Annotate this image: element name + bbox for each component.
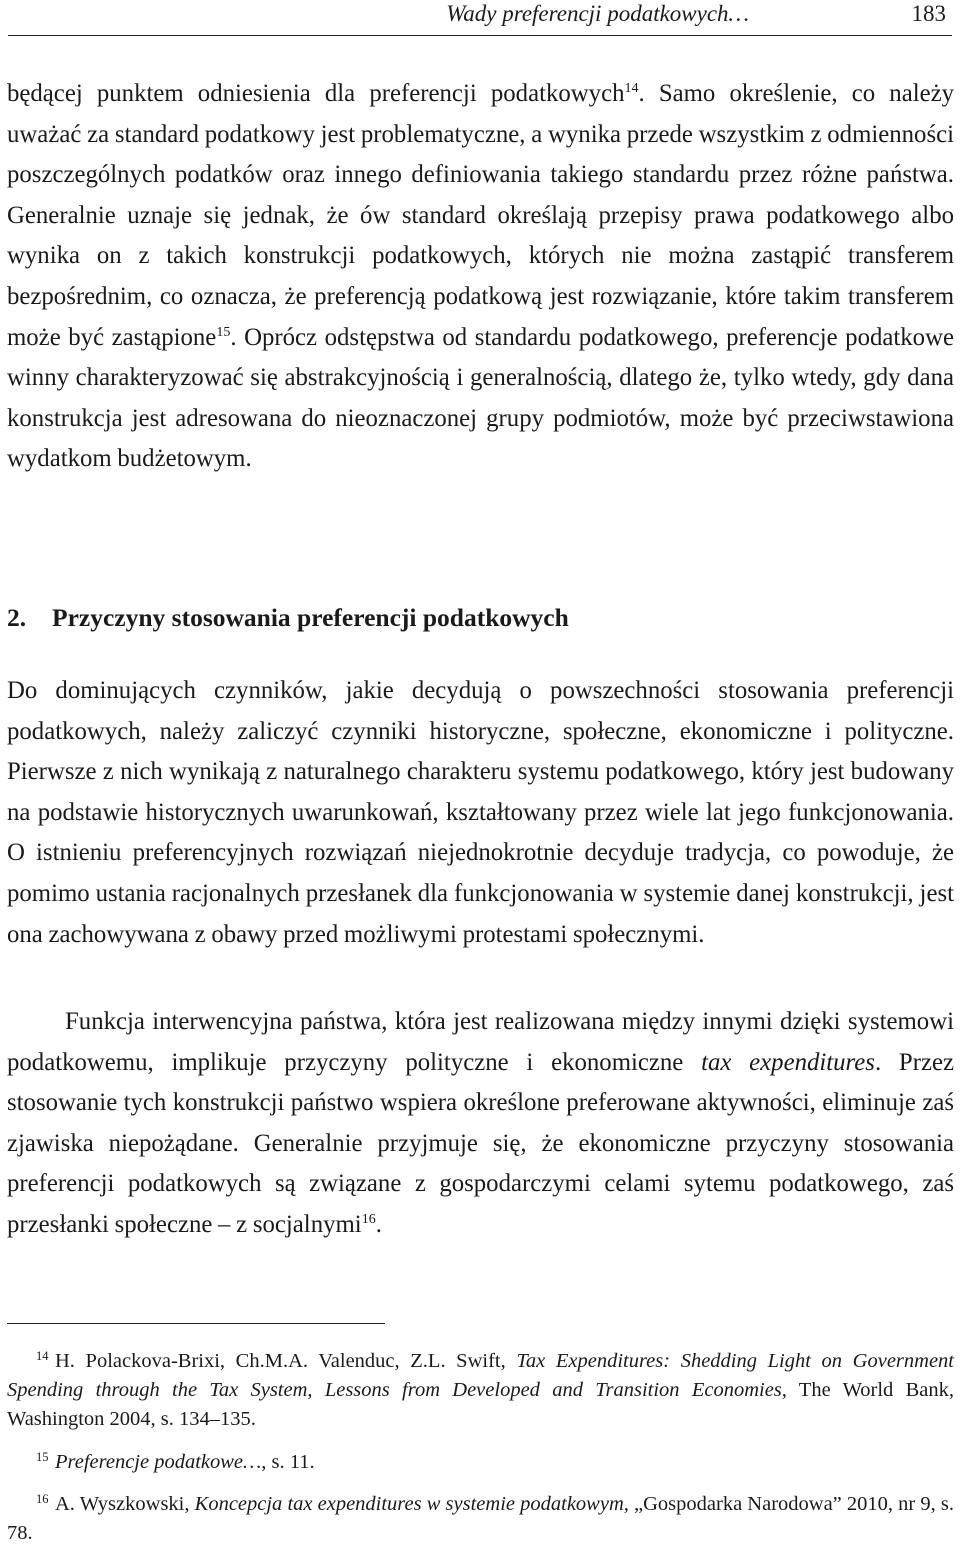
paragraph-3-text-b: . Przez stosowanie tych konstrukcji państwo wspiera określone preferowane aktywności, eliminuje zaś zjawiska niepożądane. Generalnie przyjmuje się, że ekonomiczne przyczyny stosowania preferencji podatkowych są związane z gospodarczymi celami sytemu podatkowego, zaś przesłanki społeczne – z socjalnymi	[7, 1048, 954, 1238]
footnote-15: 15 Preferencje podatkowe…, s. 11.	[36, 1450, 315, 1473]
section-title: Przyczyny stosowania preferencji podatkowych	[52, 603, 569, 632]
footnote-16-title: Koncepcja tax expenditures w systemie podatkowym,	[194, 1493, 629, 1515]
paragraph-2	[7, 671, 954, 955]
footnote-ref-14[interactable]: 14	[624, 81, 639, 96]
paragraph-1-text-a: będącej punktem odniesienia dla preferencji podatkowych	[7, 80, 625, 107]
footnote-14-title: Tax Expenditures: Shedding Light on Government Spending through the Tax System, Lessons from Developed and Transition Economies	[7, 1350, 954, 1401]
paragraph-3-text-a: Funkcja interwencyjna państwa, która jest realizowana między innymi dzięki systemowi podatkowemu, implikuje przyczyny polityczne i ekonomiczne	[7, 1008, 954, 1076]
footnote-14-text-b: , The World Bank, Washington 2004, s. 134–135.	[7, 1379, 954, 1430]
running-head-title: Wady preferencji podatkowych…	[446, 1, 749, 26]
paragraph-3-italic-term: tax expenditures	[701, 1048, 875, 1076]
header-rule	[8, 35, 952, 36]
footnote-15-text: , s. 11.	[261, 1451, 315, 1473]
footnote-rule	[7, 1323, 385, 1324]
footnote-14-text-a: H. Polackova-Brixi, Ch.M.A. Valenduc, Z.L. Swift,	[55, 1350, 517, 1372]
paragraph-2-text: Do dominujących czynników, jakie decydują o powszechności stosowania preferencji podatkowych, należy zaliczyć czynniki historyczne, społeczne, ekonomiczne i polityczne. Pierwsze z nich wynikają z naturalnego charakteru systemu podatkowego, który jest budowany na podstawie historycznych uwarunkowań, kształtowany przez wiele lat jego funkcjonowania. O istnieniu preferencyjnych rozwiązań niejednokrotnie decyduje tradycja, co powoduje, że pomimo ustania racjonalnych przesłanek dla funkcjonowania w systemie danej konstrukcji, jest ona zachowywana z obawy przed możliwymi protestami społecznymi.	[7, 677, 954, 948]
footnote-14: 14 H. Polackova-Brixi, Ch.M.A. Valenduc, Z.L. Swift, Tax Expenditures: Shedding Light on Government Spending through the Tax System, Lessons from Developed and Transition Economies, The World Bank, Washington 2004, s. 134–135.	[7, 1349, 954, 1430]
footnote-ref-15[interactable]: 15	[216, 324, 231, 340]
footnote-ref-16[interactable]: 16	[361, 1211, 376, 1227]
section-number: 2.	[7, 603, 27, 632]
paragraph-3	[7, 1002, 954, 1246]
footnote-16: 16 A. Wyszkowski, Koncepcja tax expenditures w systemie podatkowym, „Gospodarka Narodowa” 2010, nr 9, s. 78.	[7, 1492, 954, 1544]
footnote-15-title: Preferencje podatkowe…	[55, 1451, 262, 1473]
footnote-16-text-b: „Gospodarka Narodowa” 2010, nr 9, s. 78.	[7, 1493, 954, 1544]
paragraph-1-text-b: . Samo określenie, co należy uważać za standard podatkowy jest problematyczne, a wynika przede wszystkim z odmienności poszczególnych podatków oraz innego definiowania takiego standardu przez różne państwa. Generalnie uznaje się jednak, że ów standard określają przepisy prawa podatkowego albo wynika on z takich konstrukcji podatkowych, których nie można zastąpić transferem bezpośrednim, co oznacza, że preferencją podatkową jest rozwiązanie, które takim transferem może być zastąpione	[7, 80, 955, 351]
paragraph-3-text-c: .	[375, 1210, 382, 1238]
paragraph-1-text-c: . Oprócz odstępstwa od standardu podatkowego, preferencje podatkowe winny charakteryzować się abstrakcyjnością i generalnością, dlatego że, tylko wtedy, gdy dana konstrukcja jest adresowana do nieoznaczonej grupy podmiotów, może być przeciwstawiona wydatkom budżetowym.	[7, 323, 954, 473]
section-heading	[7, 598, 569, 638]
running-head	[8, 0, 952, 30]
footnote-16-text-a: A. Wyszkowski,	[55, 1493, 195, 1515]
paragraph-1	[7, 74, 954, 480]
page-number: 183	[911, 1, 946, 26]
